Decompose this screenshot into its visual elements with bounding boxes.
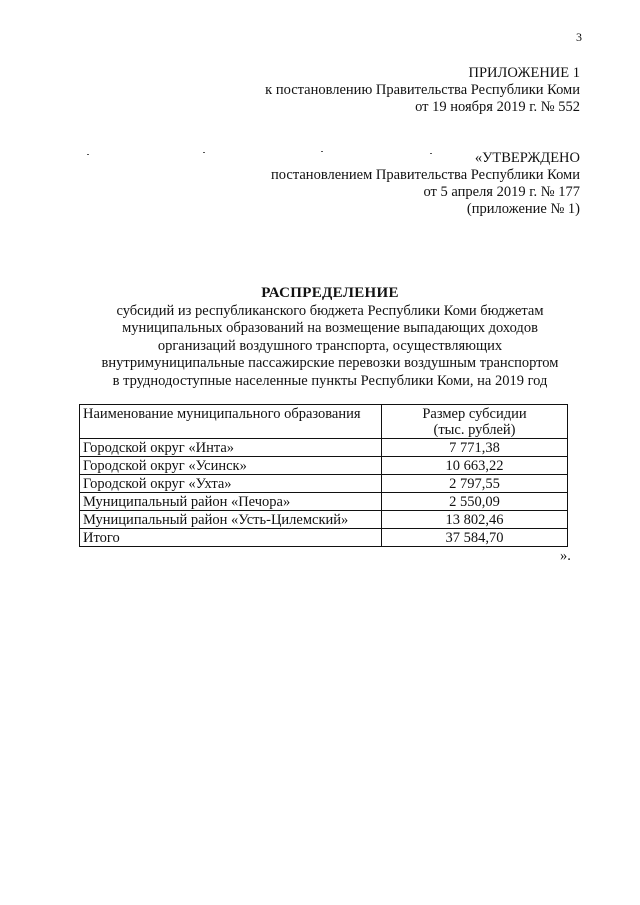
document-title: [85, 285, 575, 390]
table-row: [80, 475, 568, 493]
appendix-title: ПРИЛОЖЕНИЕ 1: [468, 65, 580, 81]
page-number: 3: [576, 30, 582, 44]
appendix-date: от 19 ноября 2019 г. № 552: [415, 99, 580, 115]
total-amount-cell: 37 584,70: [382, 529, 568, 547]
approved-block: [271, 150, 580, 218]
municipality-cell: Городской округ «Инта»: [80, 439, 382, 457]
table-header-row: [80, 405, 568, 439]
approved-appendix-number: (приложение № 1): [466, 201, 580, 217]
amount-cell: 13 802,46: [382, 511, 568, 529]
title-line-1: субсидий из республиканского бюджета Республики Коми бюджетам: [116, 302, 544, 319]
amount-cell: 7 771,38: [382, 439, 568, 457]
appendix-block: [265, 65, 580, 116]
title-line-3: организаций воздушного транспорта, осуществляющих: [157, 337, 503, 354]
total-label-cell: Итого: [80, 529, 382, 547]
table-total-row: [80, 529, 568, 547]
approved-title: «УТВЕРЖДЕНО: [474, 150, 580, 166]
municipality-cell: Городской округ «Ухта»: [80, 475, 382, 493]
header-amount-label: Размер субсидии: [422, 406, 527, 422]
title-heading: РАСПРЕДЕЛЕНИЕ: [261, 285, 399, 301]
table-row: [80, 439, 568, 457]
approved-reference: постановлением Правительства Республики Коми: [271, 167, 580, 183]
municipality-cell: Муниципальный район «Усть-Цилемский»: [80, 511, 382, 529]
title-line-4: внутримуниципальные пассажирские перевозки воздушным транспортом: [101, 355, 559, 371]
approved-date: от 5 апреля 2019 г. № 177: [423, 184, 580, 200]
title-line-5: в труднодоступные населенные пункты Республики Коми, на 2019 год: [112, 372, 548, 389]
header-amount-unit: (тыс. рублей): [433, 422, 516, 438]
title-line-2: муниципальных образований на возмещение выпадающих доходов: [122, 320, 538, 336]
table-row: [80, 493, 568, 511]
header-municipality: Наименование муниципального образования: [80, 405, 382, 439]
amount-cell: 2 797,55: [382, 475, 568, 493]
header-amount: [382, 405, 568, 439]
table-row: [80, 511, 568, 529]
subsidy-table: [79, 404, 568, 547]
appendix-reference: к постановлению Правительства Республики Коми: [265, 82, 580, 98]
municipality-cell: Муниципальный район «Печора»: [80, 493, 382, 511]
municipality-cell: Городской округ «Усинск»: [80, 457, 382, 475]
amount-cell: 10 663,22: [382, 457, 568, 475]
amount-cell: 2 550,09: [382, 493, 568, 511]
closing-quote: ».: [560, 548, 571, 564]
table-row: [80, 457, 568, 475]
